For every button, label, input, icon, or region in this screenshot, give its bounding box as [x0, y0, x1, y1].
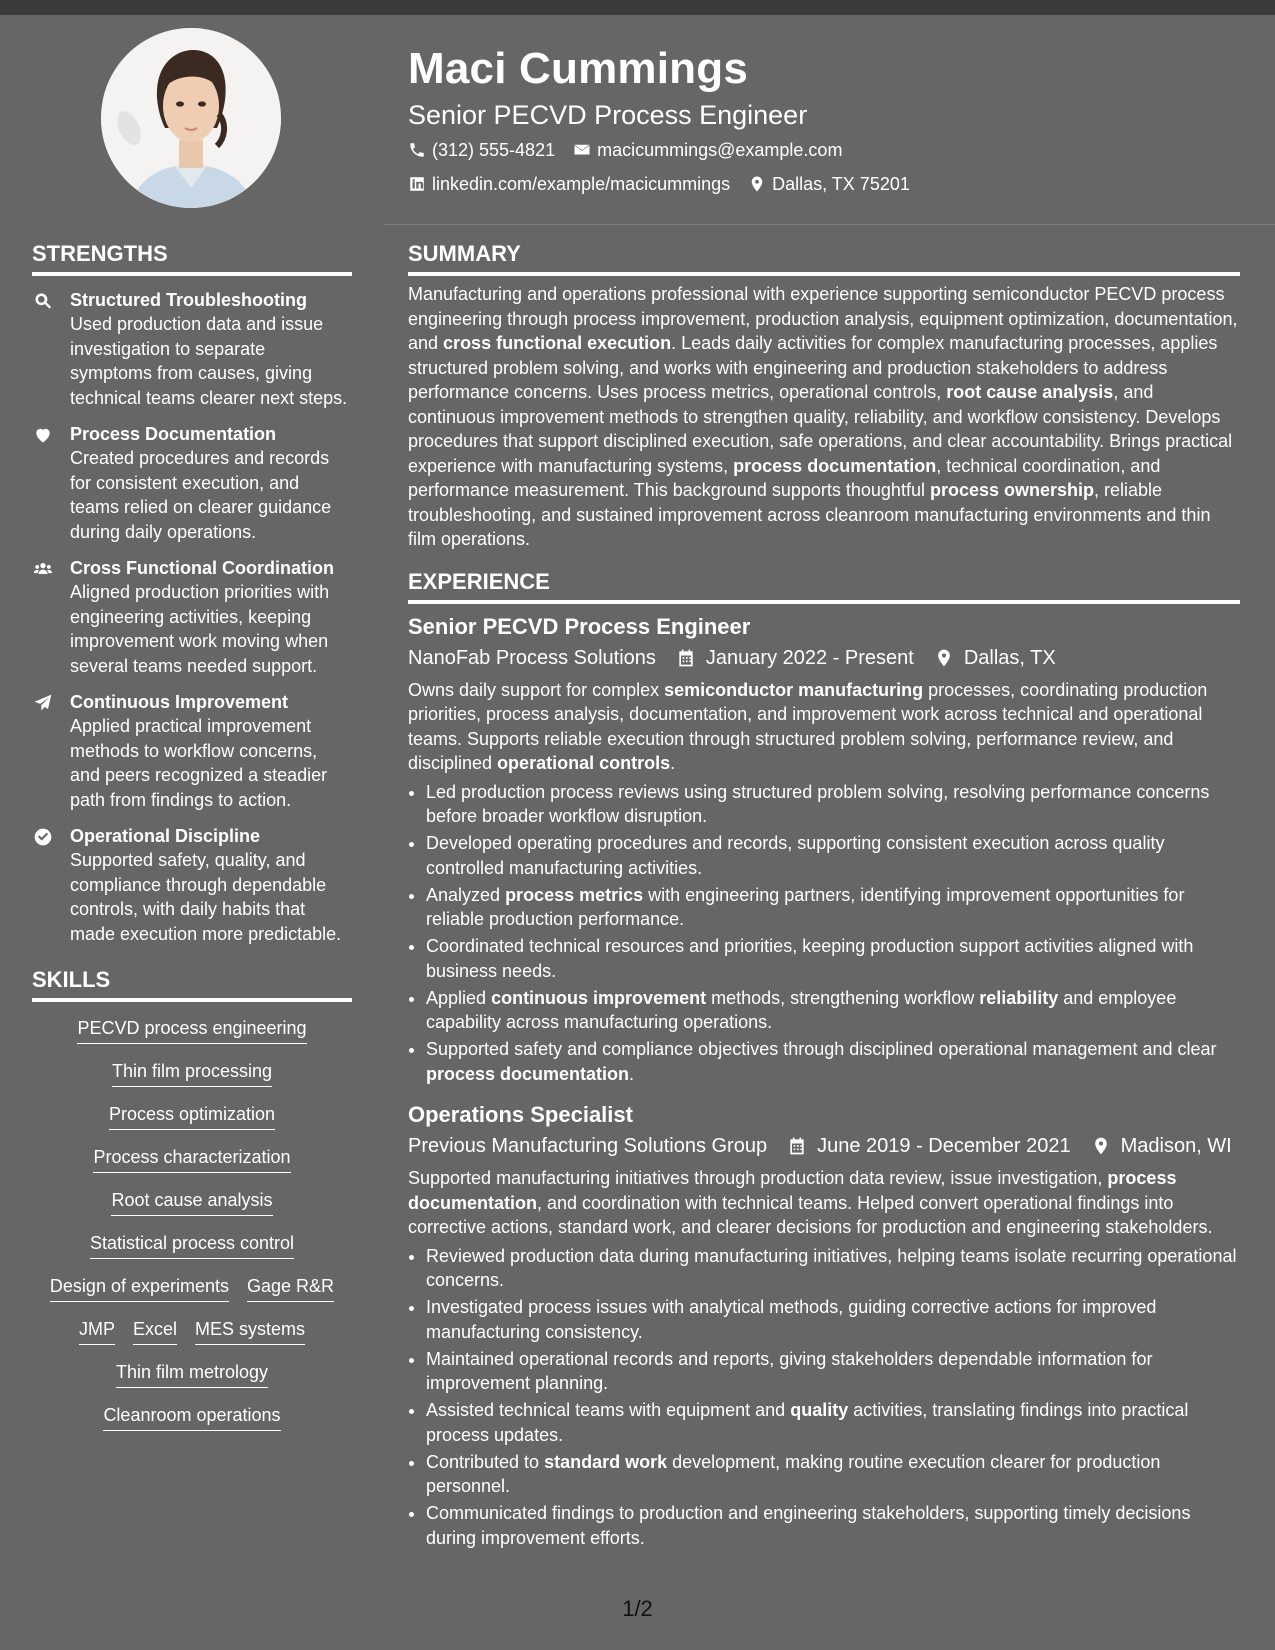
text-run: Led production process reviews using structured problem solving, resolving performance concerns before broader workflow disruption.	[426, 781, 1210, 826]
skill-row	[32, 1188, 352, 1216]
candidate-title: Senior PECVD Process Engineer	[408, 100, 808, 130]
skill-tag: Process optimization	[109, 1102, 275, 1130]
job-company: Previous Manufacturing Solutions Group	[408, 1135, 768, 1157]
skill-row	[32, 1059, 352, 1087]
top-bar	[0, 0, 1275, 15]
skill-tag: Statistical process control	[90, 1231, 294, 1259]
strength-item	[32, 690, 352, 812]
summary-heading: SUMMARY	[408, 240, 1240, 276]
job-bullets	[408, 1244, 1240, 1551]
resume-header	[408, 40, 1248, 200]
bullet-item	[426, 1347, 1240, 1396]
skills-list	[32, 1016, 352, 1431]
location-contact	[748, 168, 910, 200]
text-run: activities, translating findings into practical process updates.	[426, 1400, 1189, 1445]
strength-item	[32, 824, 352, 946]
bullet-item	[426, 934, 1240, 983]
text-run: Contributed to	[426, 1451, 545, 1472]
job-entry	[408, 1100, 1240, 1550]
job-entry	[408, 612, 1240, 1087]
skill-row	[32, 1102, 352, 1130]
text-run: Analyzed	[426, 884, 506, 905]
bullet-item	[426, 1244, 1240, 1293]
strength-desc: Created procedures and records for consistent execution, and teams relied on clearer guidance during daily operations.	[70, 448, 332, 542]
strength-title: Operational Discipline	[70, 826, 261, 846]
text-run: Communicated findings to production and engineering stakeholders, supporting timely decisions during improvement efforts.	[426, 1503, 1191, 1548]
envelope-icon	[573, 141, 591, 159]
linkedin-icon	[408, 175, 426, 193]
bold-text: process documentation	[426, 1063, 630, 1084]
map-pin-icon	[934, 648, 954, 668]
skill-row	[32, 1145, 352, 1173]
check-circle-icon	[32, 827, 54, 847]
text-run: Assisted technical teams with equipment and	[426, 1400, 791, 1420]
job-description	[408, 1166, 1240, 1240]
phone-text: (312) 555-4821	[432, 140, 556, 160]
text-run: with engineering partners, identifying improvement opportunities for reliable production performance.	[426, 884, 1185, 929]
job-title: Operations Specialist	[408, 1102, 633, 1127]
text-run: , technical coordination, and performance measurement. This background supports thoughtful	[408, 455, 1161, 500]
strength-desc: Applied practical improvement methods to workflow concerns, and peers recognized a steadier path from findings to action.	[70, 716, 328, 810]
bullet-item	[426, 780, 1240, 829]
linkedin-contact[interactable]	[408, 168, 730, 200]
contact-row-2	[408, 168, 1248, 200]
text-run: .	[670, 753, 676, 773]
strength-title: Cross Functional Coordination	[70, 558, 334, 578]
text-run: processes, coordinating production priorities, process analysis, documentation, and improvement work across technical and operational teams. Supports reliable execution through structured problem solving, performance review, and disciplined	[408, 679, 1208, 773]
job-location: Dallas, TX	[963, 646, 1056, 669]
strength-title: Structured Troubleshooting	[70, 290, 307, 310]
phone-icon	[408, 141, 426, 159]
skill-tag: Thin film metrology	[116, 1360, 268, 1388]
bold-text: process metrics	[505, 884, 644, 905]
summary-text	[408, 282, 1240, 552]
calendar-icon	[676, 648, 696, 668]
location-text: Dallas, TX 75201	[772, 174, 910, 194]
paper-plane-icon	[32, 693, 54, 713]
calendar-icon	[787, 1136, 807, 1156]
skill-row	[32, 1360, 352, 1388]
strength-desc: Supported safety, quality, and compliance through dependable controls, with daily habits that made execution more predictable.	[70, 850, 342, 944]
strength-desc: Used production data and issue investigation to separate symptoms from causes, giving technical teams clearer next steps.	[70, 314, 348, 408]
job-location: Madison, WI	[1120, 1135, 1232, 1157]
strength-item	[32, 288, 352, 410]
job-dates: January 2022 - Present	[705, 646, 914, 669]
job-bullets	[408, 780, 1240, 1087]
bullet-item	[426, 1450, 1240, 1499]
heart-icon	[32, 425, 54, 445]
contact-row-1	[408, 134, 1248, 166]
search-icon	[32, 291, 54, 311]
bold-text: continuous improvement	[491, 987, 707, 1008]
avatar	[101, 28, 281, 208]
skills-heading: SKILLS	[32, 966, 352, 1002]
bold-text: operational controls	[497, 753, 671, 773]
skill-tag: Gage R&R	[247, 1274, 334, 1302]
text-run: Investigated process issues with analytical methods, guiding corrective actions for improved manufacturing consistency.	[426, 1297, 1157, 1342]
bullet-item	[426, 1295, 1240, 1344]
strength-desc: Aligned production priorities with engineering activities, keeping improvement work moving when several teams needed support.	[70, 582, 330, 676]
bullet-item	[426, 831, 1240, 880]
bullet-item	[426, 883, 1240, 932]
bold-text: process ownership	[929, 480, 1095, 500]
bold-text: standard work	[544, 1451, 668, 1472]
skill-tag: Root cause analysis	[111, 1188, 272, 1216]
skill-tag: MES systems	[195, 1317, 305, 1345]
text-run: Supported safety and compliance objectives through disciplined operational management and clear	[426, 1039, 1217, 1059]
left-column	[32, 240, 352, 1446]
avatar-portrait-image	[101, 28, 281, 208]
text-run: , and continuous improvement methods to strengthen quality, reliability, and workflow consistency. Develops procedures that support disciplined execution, safe operations, and clear accountability. Brings practical experience with manufacturing systems,	[408, 382, 1233, 476]
text-run: .	[629, 1063, 635, 1084]
skill-tag: Thin film processing	[112, 1059, 272, 1087]
skill-row	[32, 1231, 352, 1259]
skill-tag: Process characterization	[93, 1145, 290, 1173]
job-meta	[408, 642, 1240, 674]
text-run: , reliable troubleshooting, and sustained improvement across cleanroom manufacturing environments and thin film operations.	[408, 480, 1211, 549]
text-run: , and coordination with technical teams. Helped convert operational findings into corrective actions, standard work, and clearer decisions for production and engineering stakeholders.	[408, 1192, 1213, 1237]
map-pin-icon	[748, 175, 766, 193]
skill-tag: JMP	[79, 1317, 115, 1345]
skill-row	[32, 1317, 352, 1345]
skill-tag: PECVD process engineering	[77, 1016, 306, 1044]
skill-row	[32, 1274, 352, 1302]
phone-contact[interactable]	[408, 134, 555, 166]
bullet-item	[426, 1501, 1240, 1550]
bold-text: process documentation	[733, 455, 937, 476]
bullet-item	[426, 1398, 1240, 1447]
text-run: Reviewed production data during manufacturing initiatives, helping teams isolate recurring operational concerns.	[426, 1245, 1237, 1290]
bullet-item	[426, 1037, 1240, 1086]
bold-text: semiconductor manufacturing	[664, 679, 924, 700]
bold-text: root cause analysis	[946, 382, 1114, 402]
header-divider	[383, 224, 1275, 225]
skill-tag: Cleanroom operations	[103, 1403, 280, 1431]
job-dates: June 2019 - December 2021	[817, 1135, 1071, 1157]
page-number: 1/2	[622, 1596, 653, 1621]
text-run: Manufacturing and operations professional with experience supporting semiconductor PECVD process engineering through process improvement, production analysis, equipment optimization, documentation, and	[408, 284, 1238, 353]
strength-item	[32, 556, 352, 678]
users-icon	[32, 559, 54, 579]
email-contact[interactable]	[573, 134, 842, 166]
strength-item	[32, 422, 352, 544]
text-run: Maintained operational records and reports, giving stakeholders dependable information for improvement planning.	[426, 1348, 1153, 1393]
strength-title: Process Documentation	[70, 424, 277, 444]
bold-text: process documentation	[408, 1168, 1177, 1213]
skill-tag: Design of experiments	[50, 1274, 229, 1302]
text-run: Developed operating procedures and records, supporting consistent execution across quality controlled manufacturing activities.	[426, 833, 1165, 878]
bold-text: cross functional execution	[443, 333, 672, 353]
linkedin-text: linkedin.com/example/macicummings	[432, 174, 731, 194]
map-pin-icon	[1091, 1136, 1111, 1156]
text-run: Coordinated technical resources and priorities, keeping production support activities aligned with business needs.	[426, 936, 1194, 981]
right-column	[408, 240, 1240, 1553]
experience-list	[408, 612, 1240, 1551]
strengths-list	[32, 288, 352, 946]
text-run: methods, strengthening workflow	[706, 987, 980, 1008]
bold-text: quality	[790, 1400, 849, 1420]
job-meta	[408, 1130, 1240, 1162]
text-run: Owns daily support for complex	[408, 679, 665, 700]
experience-heading: EXPERIENCE	[408, 568, 1240, 604]
text-run: . Leads daily activities for complex manufacturing processes, applies structured problem solving, and works with engineering and production stakeholders to address performance concerns. Uses process metrics, operational controls,	[408, 333, 1218, 402]
skill-row	[32, 1403, 352, 1431]
skill-row	[32, 1016, 352, 1044]
strength-title: Continuous Improvement	[70, 692, 289, 712]
text-run: Applied	[426, 987, 492, 1008]
job-title: Senior PECVD Process Engineer	[408, 613, 751, 639]
strengths-heading: STRENGTHS	[32, 240, 352, 276]
text-run: Supported manufacturing initiatives through production data review, issue investigation,	[408, 1168, 1108, 1188]
email-text: macicummings@example.com	[597, 140, 843, 160]
candidate-name: Maci Cummings	[408, 44, 748, 93]
bold-text: reliability	[979, 987, 1059, 1008]
job-company: NanoFab Process Solutions	[408, 646, 656, 669]
job-description	[408, 678, 1240, 776]
bullet-item	[426, 986, 1240, 1035]
skill-tag: Excel	[133, 1317, 177, 1345]
text-run: and employee capability across manufacturing operations.	[426, 987, 1177, 1032]
text-run: development, making routine execution clearer for production personnel.	[426, 1451, 1161, 1496]
